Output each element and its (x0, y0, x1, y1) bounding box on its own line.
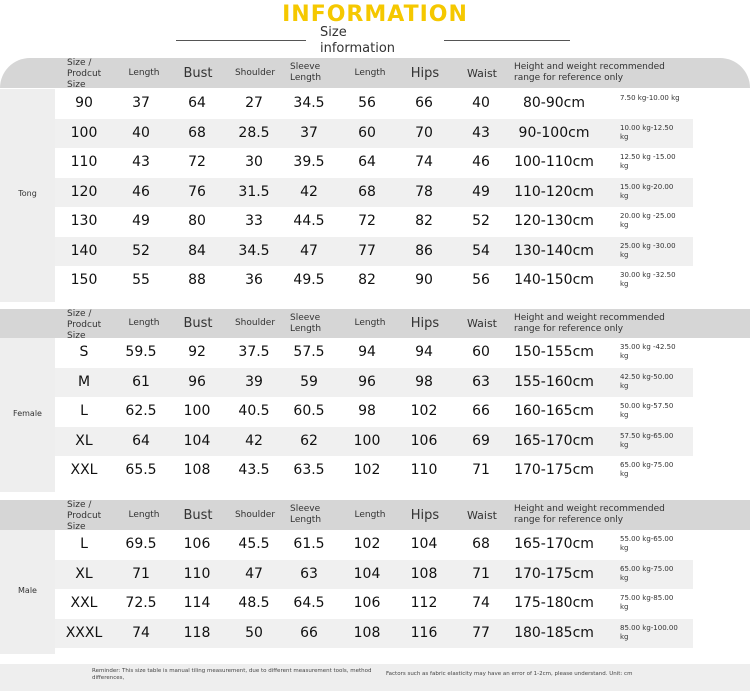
section-label: Female (13, 408, 42, 418)
cell-sleeve-length: 59 (300, 373, 318, 390)
column-header-hips: Hips (410, 316, 440, 331)
cell-bust: 64 (188, 95, 206, 111)
column-header-length2: Length (354, 67, 386, 78)
cell-height: 140-150cm (514, 272, 594, 288)
cell-length: 74 (132, 624, 150, 641)
cell-height: 110-120cm (514, 183, 594, 200)
cell-shoulder: 45.5 (238, 536, 270, 552)
cell-size: S (79, 344, 89, 360)
cell-shoulder: 39 (245, 373, 263, 390)
table-row (55, 368, 693, 397)
section-side-column (0, 89, 55, 302)
cell-shoulder: 31.5 (238, 183, 270, 200)
cell-weight-range: 30.00 kg -32.50 kg (620, 271, 676, 288)
cell-sleeve-length: 47 (300, 242, 318, 259)
cell-sleeve-length: 63 (300, 565, 318, 582)
cell-size: XXL (70, 462, 98, 478)
cell-length: 49 (132, 213, 150, 229)
column-header-length: Length (128, 318, 160, 328)
cell-waist: 52 (472, 213, 490, 229)
cell-length: 69.5 (125, 536, 157, 552)
footer-note-right: Factors such as fabric elasticity may have an error of 1-2cm, please understand. Unit: cm (386, 671, 633, 677)
cell-length: 65.5 (125, 462, 157, 478)
cell-height: 150-155cm (514, 344, 594, 360)
cell-size: 120 (70, 183, 98, 200)
cell-weight-range: 15.00 kg-20.00 kg (620, 182, 674, 200)
cell-size: L (80, 403, 88, 419)
cell-height: 100-110cm (514, 154, 594, 170)
cell-sleeve-length: 49.5 (293, 272, 325, 288)
page-subtitle: Size information (320, 25, 396, 56)
cell-waist: 71 (472, 462, 490, 478)
cell-sleeve-length: 57.5 (293, 344, 325, 360)
cell-height: 120-130cm (514, 213, 594, 229)
cell-hips: 108 (410, 565, 438, 582)
cell-hips: 78 (415, 183, 433, 200)
cell-bust: 92 (188, 344, 206, 360)
cell-height: 180-185cm (514, 624, 594, 641)
column-header-hips: Hips (410, 65, 440, 81)
column-header-waist: Waist (466, 508, 497, 522)
title-divider-right (444, 40, 570, 41)
cell-hips: 116 (410, 624, 438, 641)
column-header-shoulder: Shoulder (234, 509, 276, 520)
column-header-length2: Length (354, 509, 386, 520)
cell-length-2: 64 (358, 154, 376, 170)
cell-shoulder: 40.5 (238, 403, 270, 419)
cell-length-2: 82 (358, 272, 376, 288)
table-row (55, 266, 693, 295)
footer-note-left: Reminder: This size table is manual tiling measurement, due to different measurement tools, method differences, (92, 668, 372, 681)
column-header-hw: Height and weight recommended range for reference only (514, 62, 665, 83)
cell-length: 61 (132, 373, 150, 390)
section-side-column (0, 530, 55, 654)
cell-weight-range: 65.00 kg-75.00 kg (620, 461, 674, 478)
cell-waist: 66 (472, 403, 490, 419)
cell-size: XXXL (65, 624, 103, 641)
cell-shoulder: 28.5 (238, 124, 270, 141)
cell-shoulder: 42 (245, 432, 263, 449)
cell-hips: 82 (415, 213, 433, 229)
column-header-waist: Waist (466, 66, 497, 80)
cell-bust: 100 (183, 403, 211, 419)
cell-hips: 74 (415, 154, 433, 170)
column-header-size: Size / Prodcut Size (67, 309, 102, 341)
cell-weight-range: 55.00 kg-65.00 kg (620, 535, 674, 552)
cell-weight-range: 75.00 kg-85.00 kg (620, 594, 674, 611)
cell-length-2: 56 (358, 95, 376, 111)
cell-waist: 63 (472, 373, 490, 390)
cell-weight-range: 10.00 kg-12.50 kg (620, 123, 674, 141)
cell-sleeve-length: 34.5 (293, 95, 325, 111)
cell-bust: 76 (188, 183, 206, 200)
cell-hips: 86 (415, 242, 433, 259)
cell-waist: 71 (472, 565, 490, 582)
cell-waist: 40 (472, 95, 490, 111)
cell-length-2: 104 (353, 565, 381, 582)
cell-size: L (80, 536, 88, 552)
cell-sleeve-length: 37 (300, 124, 318, 141)
cell-length: 71 (132, 565, 150, 582)
cell-height: 90-100cm (518, 124, 590, 141)
column-header-length: Length (128, 509, 160, 520)
cell-hips: 106 (410, 432, 438, 449)
column-header-waist: Waist (466, 317, 497, 330)
cell-bust: 108 (183, 462, 211, 478)
cell-weight-range: 20.00 kg -25.00 kg (620, 212, 676, 229)
cell-height: 170-175cm (514, 565, 594, 582)
table-row (55, 207, 693, 236)
cell-length: 40 (132, 124, 150, 141)
cell-length-2: 68 (358, 183, 376, 200)
cell-length: 37 (132, 95, 150, 111)
cell-height: 165-170cm (514, 432, 594, 449)
cell-sleeve-length: 39.5 (293, 154, 325, 170)
column-header-hw: Height and weight recommended range for reference only (514, 312, 665, 334)
table-row (55, 397, 693, 426)
cell-size: 90 (75, 95, 93, 111)
cell-waist: 43 (472, 124, 490, 141)
cell-size: 140 (70, 242, 98, 259)
cell-hips: 66 (415, 95, 433, 111)
cell-shoulder: 27 (245, 95, 263, 111)
table-row (55, 119, 693, 148)
cell-weight-range: 85.00 kg-100.00 kg (620, 623, 678, 641)
cell-length: 64 (132, 432, 150, 449)
table-row (55, 178, 693, 207)
cell-sleeve-length: 64.5 (293, 595, 325, 611)
column-header-sleeve: Sleeve Length (290, 62, 322, 83)
cell-length: 52 (132, 242, 150, 259)
cell-size: 110 (70, 154, 98, 170)
cell-height: 155-160cm (514, 373, 594, 390)
cell-length: 46 (132, 183, 150, 200)
table-row (55, 338, 693, 367)
cell-bust: 84 (188, 242, 206, 259)
table-row (55, 427, 693, 456)
column-header-hips: Hips (410, 507, 440, 523)
cell-bust: 80 (188, 213, 206, 229)
cell-length-2: 102 (353, 536, 381, 552)
cell-hips: 110 (410, 462, 438, 478)
table-row (55, 456, 693, 485)
cell-waist: 60 (472, 344, 490, 360)
cell-length: 59.5 (125, 344, 157, 360)
footer-note (0, 664, 750, 691)
table-header-row (0, 58, 750, 88)
cell-length-2: 106 (353, 595, 381, 611)
column-header-sleeve: Sleeve Length (290, 312, 322, 334)
cell-weight-range: 35.00 kg -42.50 kg (620, 343, 676, 360)
page-title: INFORMATION (282, 2, 468, 27)
cell-shoulder: 37.5 (238, 344, 270, 360)
cell-length-2: 60 (358, 124, 376, 141)
section-label: Tong (18, 189, 37, 199)
cell-sleeve-length: 60.5 (293, 403, 325, 419)
cell-height: 165-170cm (514, 536, 594, 552)
title-divider-left (176, 40, 306, 41)
cell-shoulder: 50 (245, 624, 263, 641)
cell-sleeve-length: 62 (300, 432, 318, 449)
cell-waist: 56 (472, 272, 490, 288)
cell-length-2: 94 (358, 344, 376, 360)
cell-weight-range: 12.50 kg -15.00 kg (620, 153, 676, 170)
column-header-length: Length (128, 67, 160, 78)
table-row (55, 530, 693, 559)
cell-bust: 110 (183, 565, 211, 582)
cell-weight-range: 42.50 kg-50.00 kg (620, 372, 674, 390)
table-header-row (0, 500, 750, 530)
column-header-bust: Bust (183, 316, 213, 331)
table-row (55, 619, 693, 648)
cell-height: 80-90cm (522, 95, 585, 111)
cell-waist: 74 (472, 595, 490, 611)
cell-length: 55 (132, 272, 150, 288)
cell-height: 130-140cm (514, 242, 594, 259)
cell-waist: 49 (472, 183, 490, 200)
table-row (55, 148, 693, 177)
cell-size: M (77, 373, 91, 390)
cell-hips: 102 (410, 403, 438, 419)
cell-size: 100 (70, 124, 98, 141)
cell-bust: 106 (183, 536, 211, 552)
cell-length-2: 98 (358, 403, 376, 419)
cell-length-2: 96 (358, 373, 376, 390)
cell-hips: 104 (410, 536, 438, 552)
cell-length: 62.5 (125, 403, 157, 419)
cell-bust: 72 (188, 154, 206, 170)
cell-length-2: 102 (353, 462, 381, 478)
cell-shoulder: 47 (245, 565, 263, 582)
cell-shoulder: 48.5 (238, 595, 270, 611)
cell-waist: 69 (472, 432, 490, 449)
cell-weight-range: 57.50 kg-65.00 kg (620, 431, 674, 449)
cell-size: XL (75, 565, 93, 582)
cell-sleeve-length: 61.5 (293, 536, 325, 552)
column-header-bust: Bust (183, 507, 213, 523)
cell-shoulder: 34.5 (238, 242, 270, 259)
column-header-size: Size / Prodcut Size (67, 500, 102, 532)
cell-bust: 118 (183, 624, 211, 641)
section-side-column (0, 338, 55, 492)
cell-waist: 77 (472, 624, 490, 641)
cell-size: 150 (70, 272, 98, 288)
cell-length: 43 (132, 154, 150, 170)
cell-waist: 68 (472, 536, 490, 552)
column-header-hw: Height and weight recommended range for reference only (514, 504, 665, 525)
cell-sleeve-length: 42 (300, 183, 318, 200)
cell-bust: 104 (183, 432, 211, 449)
cell-length-2: 72 (358, 213, 376, 229)
column-header-shoulder: Shoulder (234, 318, 276, 328)
cell-weight-range: 7.50 kg-10.00 kg (620, 94, 680, 102)
cell-sleeve-length: 63.5 (293, 462, 325, 478)
table-header-row (0, 309, 750, 341)
column-header-shoulder: Shoulder (234, 67, 276, 78)
cell-size: XXL (70, 595, 98, 611)
cell-hips: 70 (415, 124, 433, 141)
cell-hips: 94 (415, 344, 433, 360)
table-row (55, 589, 693, 618)
column-header-bust: Bust (183, 65, 213, 81)
cell-length-2: 108 (353, 624, 381, 641)
column-header-length2: Length (354, 318, 386, 328)
cell-waist: 46 (472, 154, 490, 170)
cell-bust: 88 (188, 272, 206, 288)
cell-weight-range: 65.00 kg-75.00 kg (620, 564, 674, 582)
cell-size: 130 (70, 213, 98, 229)
cell-bust: 114 (183, 595, 211, 611)
column-header-size: Size / Prodcut Size (67, 58, 102, 90)
cell-shoulder: 33 (245, 213, 263, 229)
cell-height: 160-165cm (514, 403, 594, 419)
cell-weight-range: 50.00 kg-57.50 kg (620, 402, 674, 419)
table-row (55, 560, 693, 589)
cell-hips: 90 (415, 272, 433, 288)
cell-height: 175-180cm (514, 595, 594, 611)
cell-weight-range: 25.00 kg -30.00 kg (620, 241, 676, 259)
section-label: Male (18, 586, 37, 595)
cell-sleeve-length: 66 (300, 624, 318, 641)
cell-hips: 112 (410, 595, 438, 611)
cell-height: 170-175cm (514, 462, 594, 478)
cell-size: XL (75, 432, 93, 449)
table-row (55, 89, 693, 118)
cell-shoulder: 30 (245, 154, 263, 170)
cell-length-2: 77 (358, 242, 376, 259)
column-header-sleeve: Sleeve Length (290, 504, 322, 525)
cell-length-2: 100 (353, 432, 381, 449)
cell-length: 72.5 (125, 595, 157, 611)
cell-sleeve-length: 44.5 (293, 213, 325, 229)
cell-bust: 96 (188, 373, 206, 390)
cell-shoulder: 36 (245, 272, 263, 288)
table-row (55, 237, 693, 266)
cell-bust: 68 (188, 124, 206, 141)
cell-waist: 54 (472, 242, 490, 259)
cell-hips: 98 (415, 373, 433, 390)
cell-shoulder: 43.5 (238, 462, 270, 478)
